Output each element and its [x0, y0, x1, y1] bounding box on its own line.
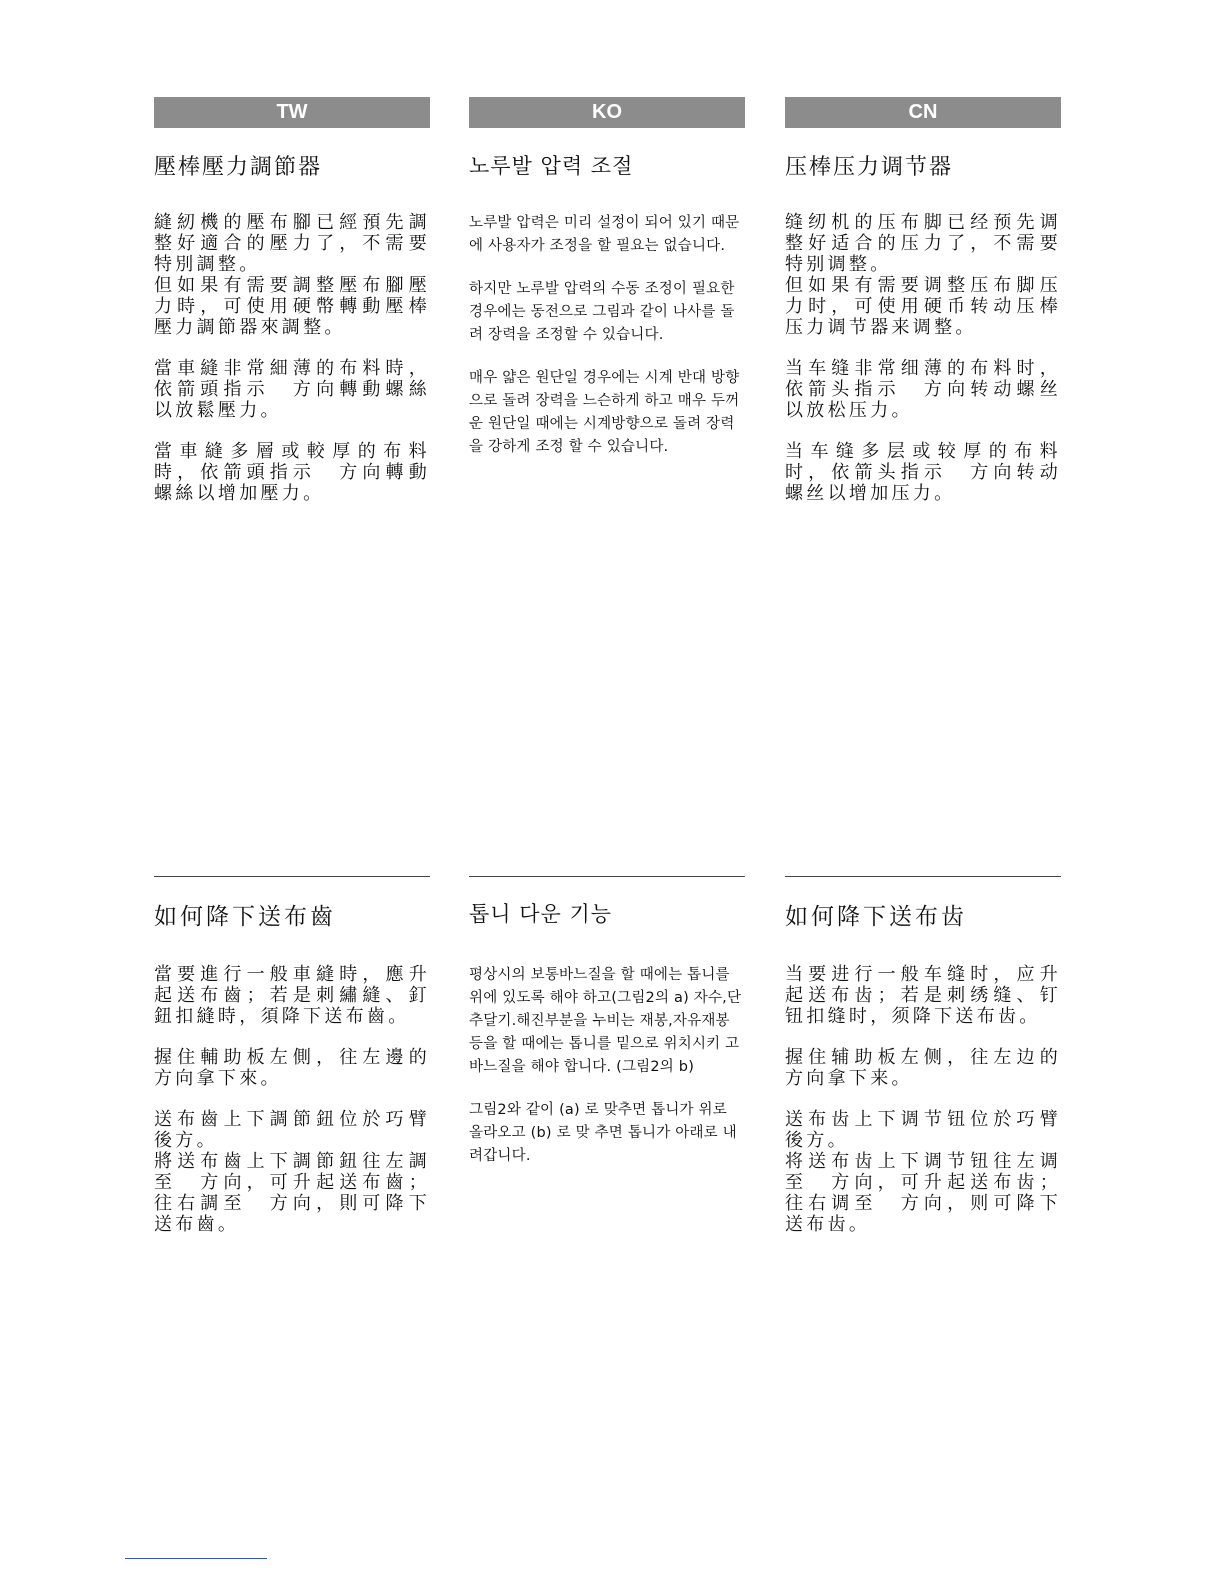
section-body-drop-feed — [154, 964, 430, 1255]
paragraph: 當車縫多層或較厚的布料時，依箭頭指示 方向轉動螺絲以增加壓力。 — [154, 441, 430, 504]
section-title-drop-feed: 如何降下送布齿 — [785, 904, 967, 930]
language-header-tw: TW — [154, 97, 430, 128]
section-title-presser-pressure: 壓棒壓力調節器 — [154, 155, 323, 180]
language-header-cn: CN — [785, 97, 1061, 128]
section-divider — [469, 876, 745, 877]
section-divider — [154, 876, 430, 877]
section-body-presser-pressure — [469, 212, 745, 479]
paragraph: 평상시의 보통바느질을 할 때에는 톱니를 위에 있도록 해야 하고(그림2의 a) 자수,단추달기.해진부분을 누비는 재봉,자유재봉 등을 할 때에는 톱니를 밑으로 위치시키 고 바느질을 해야 합니다. (그림2의 b) — [469, 967, 742, 1075]
paragraph: 當要進行一般車縫時，應升起送布齒；若是刺繡縫、釘鈕扣縫時，須降下送布齒。 — [154, 964, 430, 1027]
section-title-presser-pressure: 노루발 압력 조절 — [469, 154, 634, 178]
language-header-ko: KO — [469, 97, 745, 128]
paragraph: 将送布齿上下调节钮往左调至 方向，可升起送布齿；往右调至 方向，则可降下送布齿。 — [785, 1151, 1061, 1235]
section-title-drop-feed: 톱니 다운 기능 — [469, 902, 613, 926]
section-body-drop-feed — [469, 964, 745, 1188]
section-body-drop-feed — [785, 964, 1061, 1255]
paragraph: 当要进行一般车缝时，应升起送布齿；若是刺绣缝、钉钮扣缝时，须降下送布齿。 — [785, 964, 1061, 1027]
section-title-presser-pressure: 压棒压力调节器 — [785, 155, 954, 180]
section-title-drop-feed: 如何降下送布齒 — [154, 904, 336, 930]
paragraph: 하지만 노루발 압력의 수동 조정이 필요한 경우에는 동전으로 그림과 같이 나사를 돌려 장력을 조정할 수 있습니다. — [469, 281, 735, 343]
paragraph: 当车缝非常细薄的布料时，依箭头指示 方向转动螺丝以放松压力。 — [785, 358, 1061, 421]
section-divider — [785, 876, 1061, 877]
paragraph: 그림2와 같이 (a) 로 맞추면 톱니가 위로 올라오고 (b) 로 맞 추면 톱니가 아래로 내려갑니다. — [469, 1102, 737, 1164]
paragraph: 当车缝多层或较厚的布料时，依箭头指示 方向转动螺丝以增加压力。 — [785, 441, 1061, 504]
paragraph: 送布齿上下调节钮位於巧臂後方。 — [785, 1109, 1061, 1151]
section-body-presser-pressure — [154, 212, 430, 524]
paragraph: 但如果有需要调整压布脚压力时，可使用硬币转动压棒压力调节器来调整。 — [785, 275, 1061, 338]
paragraph: 缝纫机的压布脚已经预先调整好适合的压力了，不需要特别调整。 — [785, 212, 1061, 275]
section-body-presser-pressure — [785, 212, 1061, 524]
paragraph: 將送布齒上下調節鈕往左調至 方向，可升起送布齒；往右調至 方向，則可降下送布齒。 — [154, 1151, 430, 1235]
paragraph: 縫紉機的壓布腳已經預先調整好適合的壓力了，不需要特別調整。 — [154, 212, 430, 275]
footer-rule — [125, 1558, 267, 1559]
paragraph: 握住輔助板左側，往左邊的方向拿下來。 — [154, 1047, 430, 1089]
paragraph: 當車縫非常細薄的布料時，依箭頭指示 方向轉動螺絲以放鬆壓力。 — [154, 358, 430, 421]
paragraph: 但如果有需要調整壓布腳壓力時，可使用硬幣轉動壓棒壓力調節器來調整。 — [154, 275, 430, 338]
paragraph: 매우 얇은 원단일 경우에는 시계 반대 방향으로 돌려 장력을 느슨하게 하고 매우 두꺼운 원단일 때에는 시계방향으로 돌려 장력을 강하게 조정 할 수 있습니다. — [469, 370, 740, 455]
paragraph: 送布齒上下調節鈕位於巧臂後方。 — [154, 1109, 430, 1151]
paragraph: 노루발 압력은 미리 설정이 되어 있기 때문에 사용자가 조정을 할 필요는 없습니다. — [469, 215, 740, 254]
paragraph: 握住辅助板左侧，往左边的方向拿下来。 — [785, 1047, 1061, 1089]
